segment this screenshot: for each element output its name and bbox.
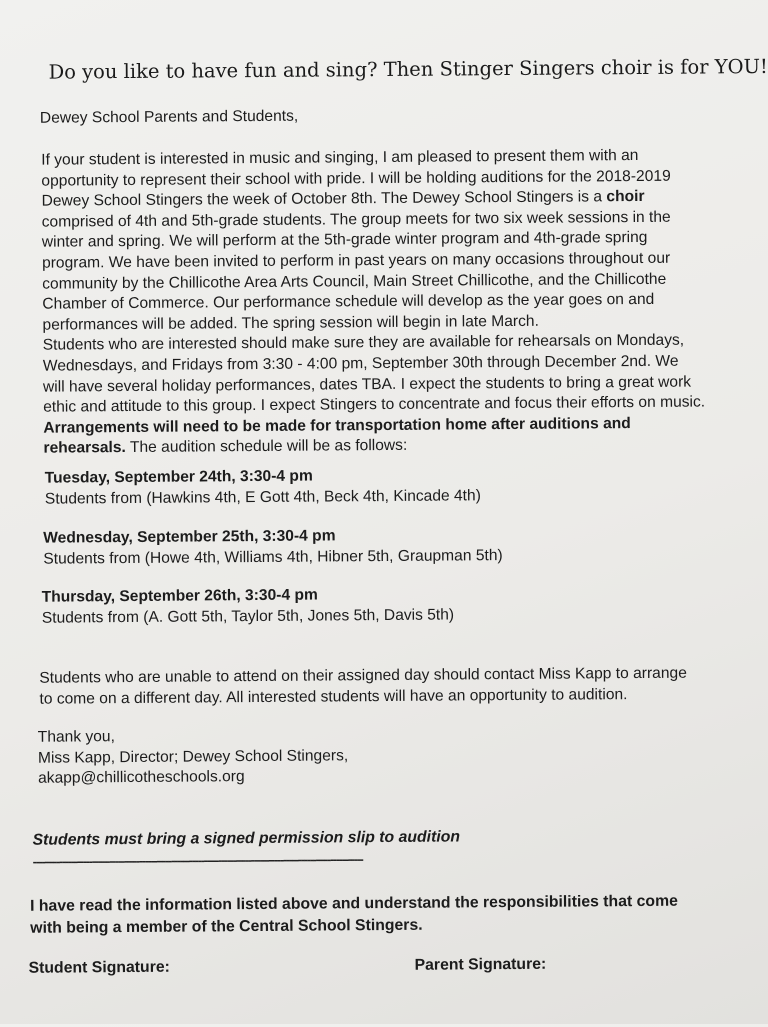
student-signature-label: Student Signature: — [28, 958, 170, 977]
choir-bold-word: choir — [606, 188, 645, 206]
signoff-name: Miss Kapp, Director; Dewey School Stingers, — [37, 746, 349, 767]
body-line: opportunity to represent their school with pride. I will be holding auditions for the 2018-2019 — [41, 167, 671, 190]
bold-notice-text: rehearsals. — [43, 439, 126, 457]
audition-day-heading: Tuesday, September 24th, 3:30-4 pm — [44, 467, 313, 487]
signoff-email: akapp@chillicotheschools.org — [38, 768, 245, 787]
bold-notice-text: Arrangements will need to be made for transportation home after auditions and — [43, 414, 631, 437]
signoff — [38, 725, 349, 789]
audition-day-students: Students from (Hawkins 4th, E Gott 4th, Beck 4th, Kincade 4th) — [44, 487, 481, 508]
audition-day-wednesday — [43, 524, 503, 570]
body-line-text: Dewey School Stingers the week of October 8th. The Dewey School Stingers is a — [41, 188, 607, 210]
body-paragraph — [41, 145, 743, 459]
signoff-thanks: Thank you, — [37, 728, 115, 746]
acknowledgement — [30, 891, 678, 940]
body-line: Chamber of Commerce. Our performance schedule will develop as the year goes on and — [42, 291, 655, 313]
missed-day-note — [39, 664, 687, 710]
body-line: performances will be added. The spring session will begin in late March. — [42, 312, 539, 334]
page-title: Do you like to have fun and sing? Then Stinger Singers choir is for YOU! — [48, 54, 768, 84]
body-line: program. We have been invited to perform in past years on many occasions throughout our — [41, 249, 671, 272]
body-line: community by the Chillicothe Area Arts Council, Main Street Chillicothe, and the Chillicothe — [42, 270, 667, 293]
cut-line: ---------------------------------------------------------------------------------------------------------------- — [32, 852, 363, 869]
body-line: winter and spring. We will perform at the 5th-grade winter program and 4th-grade spring — [41, 229, 648, 252]
parent-signature-label: Parent Signature: — [414, 955, 547, 974]
audition-day-students: Students from (Howe 4th, Williams 4th, Hibner 5th, Graupman 5th) — [43, 547, 503, 568]
bold-notice-continued — [43, 433, 743, 459]
schedule-intro: The audition schedule will be as follows: — [125, 437, 408, 457]
body-line: Students who are interested should make sure they are available for rehearsals on Mondays, — [42, 331, 685, 355]
audition-day-heading: Wednesday, September 25th, 3:30-4 pm — [43, 527, 336, 547]
acknowledgement-line: I have read the information listed above and understand the responsibilities that come — [30, 892, 678, 915]
audition-day-thursday — [42, 583, 455, 628]
body-line: If your student is interested in music and singing, I am pleased to present them with an — [41, 146, 639, 169]
note-line: to come on a different day. All interested students will have an opportunity to audition. — [39, 685, 628, 708]
body-line: Wednesdays, and Fridays from 3:30 - 4:00 pm, September 30th through December 2nd. We — [42, 352, 679, 375]
note-line: Students who are unable to attend on their assigned day should contact Miss Kapp to arrange — [39, 664, 687, 687]
acknowledgement-line: with being a member of the Central School Stingers. — [30, 916, 423, 937]
permission-note: Students must bring a signed permission slip to audition — [32, 828, 461, 849]
audition-day-students: Students from (A. Gott 5th, Taylor 5th, Jones 5th, Davis 5th) — [41, 606, 455, 627]
body-line: ethic and attitude to this group. I expect Stingers to concentrate and focus their efforts on music. — [43, 393, 706, 416]
audition-day-heading: Thursday, September 26th, 3:30-4 pm — [41, 586, 318, 606]
body-line: comprised of 4th and 5th-grade students. The group meets for two six week sessions in the — [41, 208, 671, 231]
body-line: will have several holiday performances, dates TBA. I expect the students to bring a great work — [42, 373, 692, 396]
audition-day-tuesday — [45, 464, 481, 509]
salutation: Dewey School Parents and Students, — [39, 107, 299, 127]
